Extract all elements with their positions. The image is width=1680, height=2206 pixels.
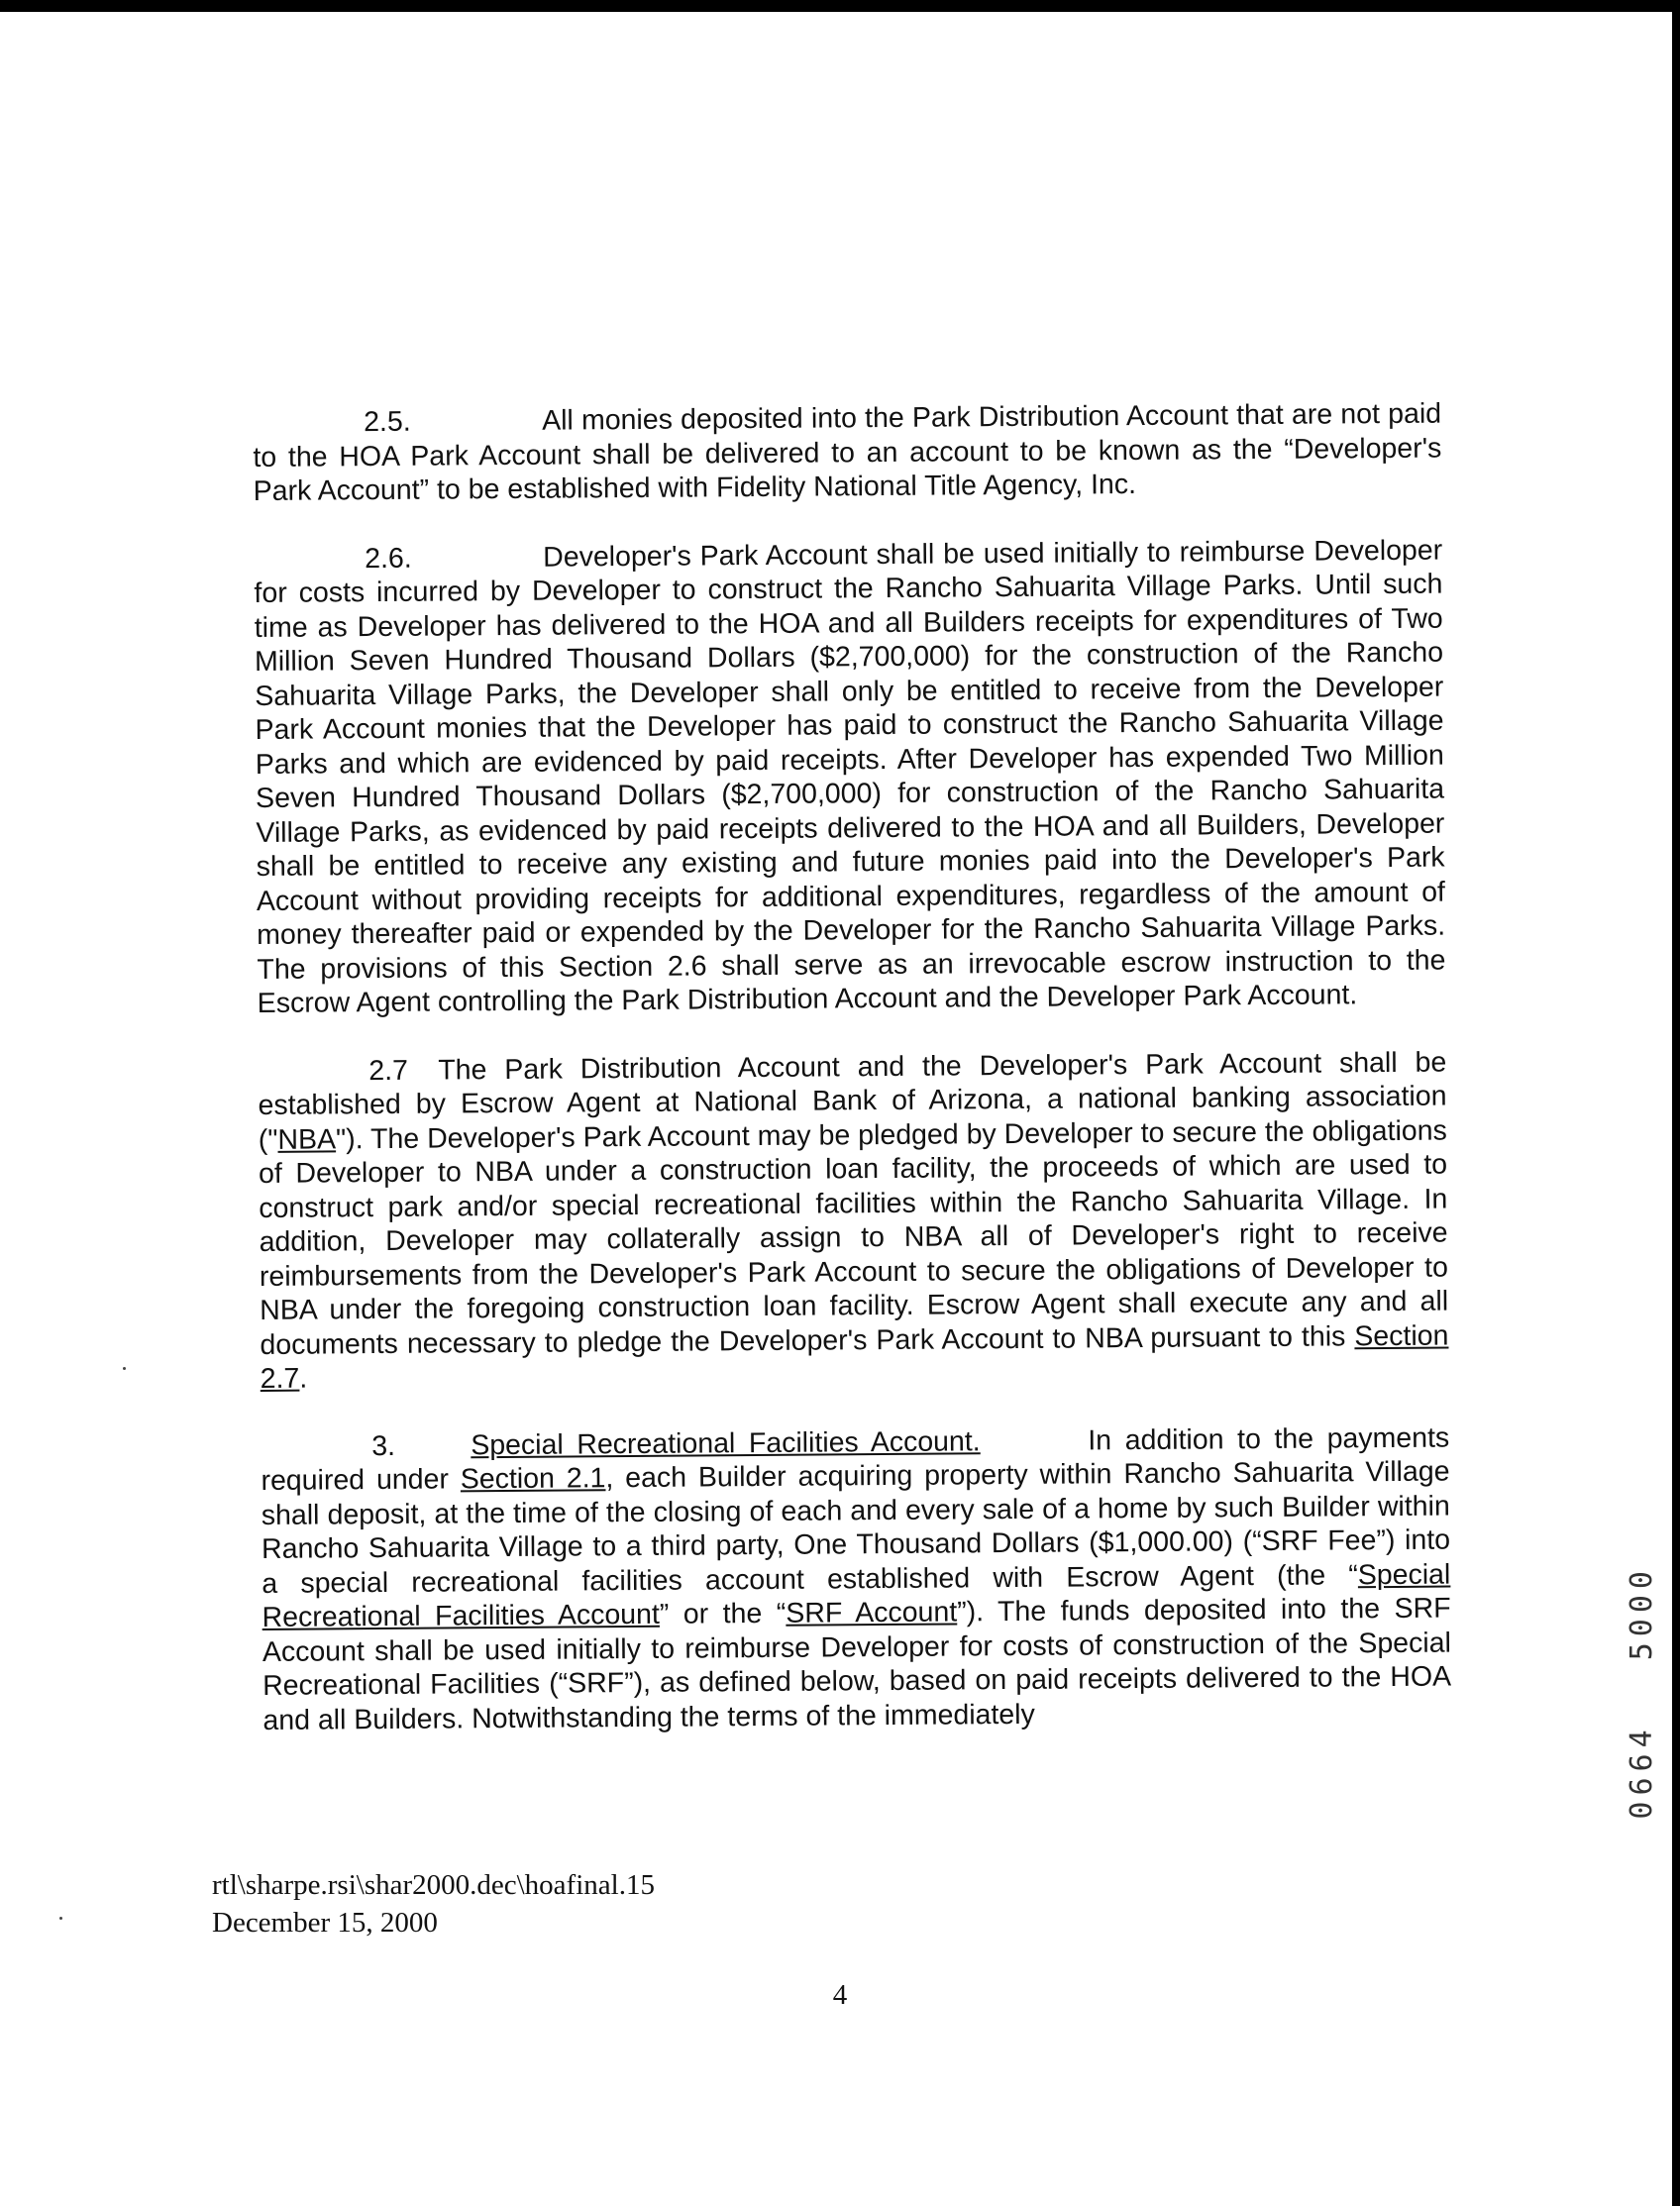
scan-speck [123, 1367, 126, 1370]
paragraph-text: All monies deposited into the Park Distribution Account that are not paid to the HOA Park Account shall be delivered to an account to be known as the “Developer's Park Account” to be established with Fidelity National Title Agency, Inc. [253, 397, 1442, 507]
paragraph-text: "). The Developer's Park Account may be pledged by Developer to secure the obligations of Developer to NBA under a construction loan facility, the proceeds of which are used to construct park and/or special recreational facilities within the Rancho Sahuarita Village. In addition, Developer may collaterally assign to NBA all of Developer's right to receive reimbursements from the Developer's Park Account to secure the obligations of Developer to NBA under the foregoing construction loan facility. Escrow Agent shall execute any and all documents necessary to pledge the Developer's Park Account to NBA pursuant to this [258, 1114, 1449, 1361]
section-heading: Special Recreational Facilities Account. [471, 1424, 981, 1461]
scan-border-top [0, 0, 1680, 12]
section-number: 2.7 [368, 1054, 409, 1087]
page-number: 4 [832, 1979, 848, 2011]
scan-speck [59, 1917, 62, 1920]
section-reference: Section 2.7 [260, 1319, 1449, 1395]
paragraph-2-5 [253, 397, 1442, 509]
paragraph-text: Developer's Park Account shall be used initially to reimburse Developer for costs incurred by Developer to construct the Rancho Sahuarita Village Parks. Until such time as Developer has delivered to the HOA and all Builders receipts for expenditures of Two Million Seven Hundred Thousand Dollars ($2,700,000) for the construction of the Rancho Sahuarita Village Parks, the Developer shall only be entitled to receive from the Developer Park Account monies that the Developer has paid to construct the Rancho Sahuarita Village Parks and which are evidenced by paid receipts. After Developer has expended Two Million Seven Hundred Thousand Dollars ($2,700,000) for construction of the Rancho Sahuarita Village Parks, as evidenced by paid receipts delivered to the HOA and all Builders, Developer shall be entitled to receive any existing and future monies paid into the Developer's Park Account without providing receipts for additional expenditures, regardless of the amount of money thereafter paid or expended by the Developer for the Rancho Sahuarita Village Parks. The provisions of this Section 2.6 shall serve as an irrevocable escrow instruction to the Escrow Agent controlling the Park Distribution Account and the Developer Park Account. [254, 534, 1446, 1019]
document-footer [212, 1866, 655, 1942]
section-number: 2.5. [364, 405, 411, 439]
bates-stamp-top: 0664 [1625, 1724, 1659, 1820]
paragraph-3 [261, 1420, 1451, 1737]
scan-border-right [1672, 0, 1680, 2206]
defined-term-srf: SRF Account [786, 1596, 958, 1629]
bates-stamp-bottom: 5000 [1625, 1565, 1659, 1661]
document-body [253, 397, 1452, 1771]
footer-date: December 15, 2000 [212, 1907, 438, 1939]
bates-stamp [1625, 1565, 1664, 1820]
paragraph-text: In addition to the payments required under [261, 1421, 1450, 1497]
section-number: 2.6. [365, 542, 412, 575]
section-number: 3. [371, 1429, 396, 1462]
section-reference: Section 2.1 [460, 1462, 606, 1496]
paragraph-text: ” or the “ [659, 1597, 787, 1630]
defined-term-nba: NBA [277, 1122, 337, 1156]
paragraph-text: The Park Distribution Account and the Developer's Park Account shall be established by Escrow Agent at National Bank of Arizona, a national banking association (" [258, 1046, 1447, 1156]
defined-term-srf-account: Special Recreational Facilities Account [262, 1558, 1451, 1633]
paragraph-text: . [299, 1362, 308, 1395]
paragraph-2-6 [254, 533, 1446, 1020]
paragraph-2-7 [258, 1045, 1449, 1396]
paragraph-text: , each Builder acquiring property within Rancho Sahuarita Village shall deposit, at the time of the closing of each and every sale of a home by such Builder within Rancho Sahuarita Village to a third party, One Thousand Dollars ($1,000.00) (“SRF Fee”) into a special recreational facilities account established with Escrow Agent (the “ [261, 1455, 1451, 1600]
paragraph-text: ”). The funds deposited into the SRF Account shall be used initially to reimburse Developer for costs of construction of the Special Recreational Facilities (“SRF”), as defined below, based on paid receipts delivered to the HOA and all Builders. Notwithstanding the terms of the immediately [262, 1592, 1452, 1736]
file-path: rtl\sharpe.rsi\shar2000.dec\hoafinal.15 [212, 1869, 655, 1901]
